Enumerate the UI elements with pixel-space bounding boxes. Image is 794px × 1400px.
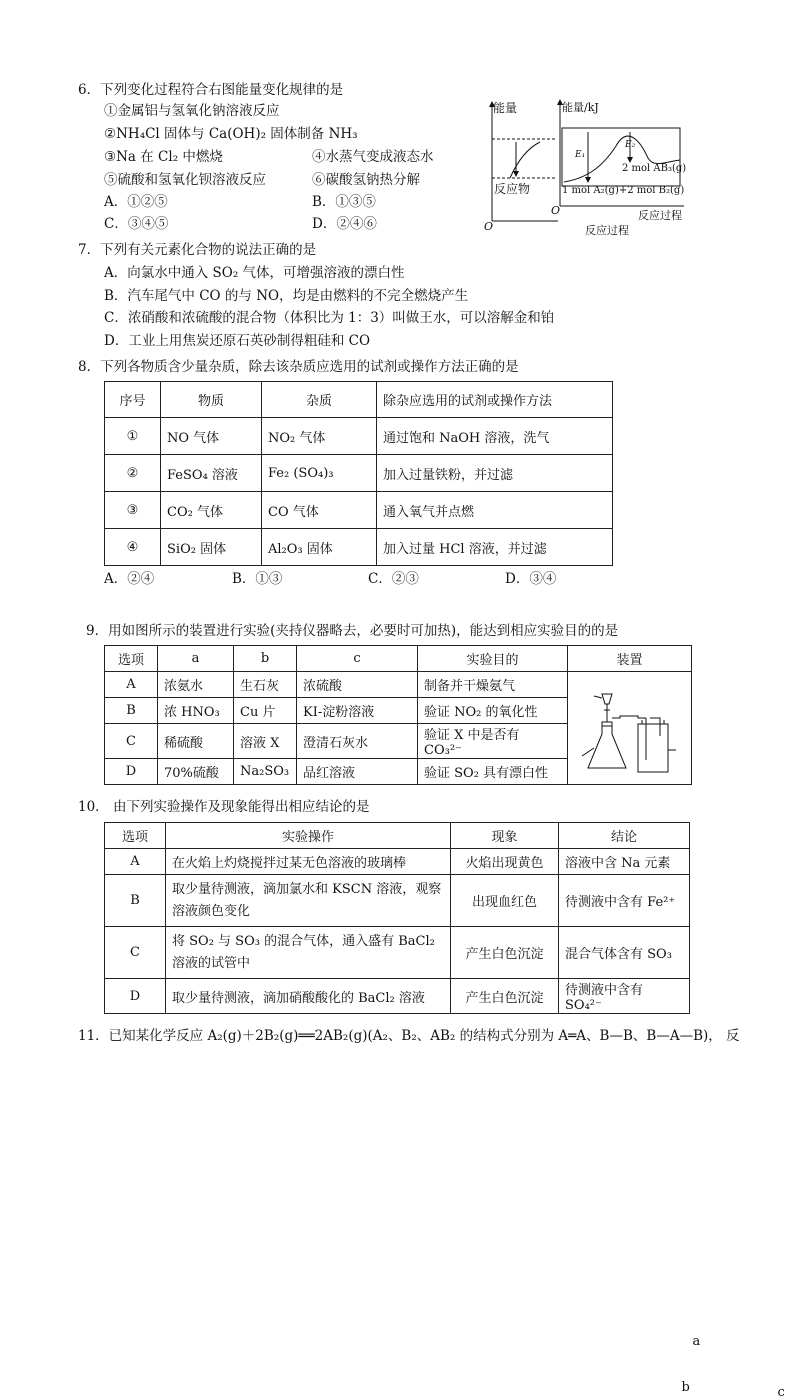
q6-item-3: ③Na 在 Cl₂ 中燃烧 [104,149,223,165]
q9-cell: 浓氨水 [158,672,234,698]
q9-cell: 制备并干燥氨气 [418,672,568,698]
graph2-reactant-label: 1 mol A₂(g)+2 mol B₂(g) [562,185,685,196]
graph2-e1: E₁ [575,150,586,160]
q10-cell: D [105,979,166,1014]
q8-cell: FeSO₄ 溶液 [161,455,262,492]
q8-cell: ① [105,418,161,455]
q9-cell: 验证 X 中是否有 CO₃²⁻ [418,724,568,759]
q10-cell: A [105,849,166,875]
q9-stem: 9．用如图所示的装置进行实验(夹持仪器略去，必要时可加热)，能达到相应实验目的的是 [86,623,619,639]
q9-cell: D [105,759,158,785]
q9-cell: 验证 NO₂ 的氧化性 [418,698,568,724]
q8-table [104,381,613,566]
q6-item-5: ⑤硫酸和氢氧化钡溶液反应 [104,172,266,188]
table-row [105,492,613,529]
q10-header: 结论 [559,823,690,849]
q9-header: b [234,646,297,672]
q9-cell: 品红溶液 [297,759,418,785]
q8-cell: Al₂O₃ 固体 [262,529,377,566]
q10-cell: 在火焰上灼烧搅拌过某无色溶液的玻璃棒 [166,849,451,875]
q9-cell: Na₂SO₃ [234,759,297,785]
q8-option-d: D．③④ [505,571,557,587]
q8-option-b: B．①③ [232,571,283,587]
q8-cell: ③ [105,492,161,529]
q8-cell: ④ [105,529,161,566]
graph2-origin: O [551,204,561,217]
q7-option-c: C．浓硝酸和浓硫酸的混合物（体积比为 1：3）叫做王水，可以溶解金和铂 [104,310,555,326]
q7-option-d: D．工业上用焦炭还原石英砂制得粗硅和 CO [104,333,371,349]
graph1-origin: O [484,220,494,233]
q8-cell: NO₂ 气体 [262,418,377,455]
q10-header: 现象 [451,823,559,849]
q9-header: 装置 [568,646,692,672]
table-row [105,849,690,875]
q9-cell: 浓 HNO₃ [158,698,234,724]
graph2-e2: E₂ [625,140,636,150]
q9-header: 实验目的 [418,646,568,672]
q8-header: 除杂应选用的试剂或操作方法 [377,382,613,418]
q10-header: 实验操作 [166,823,451,849]
q8-stem: 8．下列各物质含少量杂质，除去该杂质应选用的试剂或操作方法正确的是 [78,359,519,375]
q9-cell: 验证 SO₂ 具有漂白性 [418,759,568,785]
table-row [105,875,690,927]
q9-header: 选项 [105,646,158,672]
q9-cell: A [105,672,158,698]
q7-option-a: A．向氯水中通入 SO₂ 气体，可增强溶液的漂白性 [104,265,405,281]
q7-option-b: B．汽车尾气中 CO 的与 NO，均是由燃料的不完全燃烧产生 [104,288,469,304]
q9-cell: C [105,724,158,759]
q8-option-a: A．②④ [104,571,155,587]
q10-cell: C [105,927,166,979]
q8-cell: 加入过量铁粉，并过滤 [377,455,613,492]
table-row [105,455,613,492]
table-row [105,529,613,566]
q10-cell: 火焰出现黄色 [451,849,559,875]
graph1-xlabel: 反应过程 [585,224,629,237]
q8-cell: SiO₂ 固体 [161,529,262,566]
q10-cell: 待测液中含有 SO₄²⁻ [559,979,690,1014]
q9-cell: Cu 片 [234,698,297,724]
q8-cell: CO₂ 气体 [161,492,262,529]
q6-option-a: A．①②⑤ [104,194,168,210]
q9-cell: 溶液 X [234,724,297,759]
q9-cell: 浓硫酸 [297,672,418,698]
table-row [105,672,692,698]
q6-item-1: ①金属铝与氢氧化钠溶液反应 [104,103,280,119]
graph2-xlabel: 反应过程 [638,209,682,222]
q8-cell: NO 气体 [161,418,262,455]
q8-cell: 通入氧气并点燃 [377,492,613,529]
q10-cell: B [105,875,166,927]
table-row [105,927,690,979]
q10-header: 选项 [105,823,166,849]
q9-header: a [158,646,234,672]
q11-stem: 11．已知某化学反应 A₂(g)＋2B₂(g)══2AB₂(g)(A₂、B₂、AB₂ 的结构式分别为 A═A、B—B、B—A—B)， 反 [78,1028,740,1044]
q10-cell: 产生白色沉淀 [451,979,559,1014]
q6-option-b: B．①③⑤ [312,194,376,210]
q8-cell: CO 气体 [262,492,377,529]
q10-cell: 产生白色沉淀 [451,927,559,979]
q9-cell: B [105,698,158,724]
q9-cell: KI-淀粉溶液 [297,698,418,724]
q8-cell: ② [105,455,161,492]
table-row [105,418,613,455]
q8-cell: 加入过量 HCl 溶液，并过滤 [377,529,613,566]
q10-cell: 混合气体含有 SO₃ [559,927,690,979]
q6-item-2: ②NH₄Cl 固体与 Ca(OH)₂ 固体制备 NH₃ [104,126,358,142]
apparatus-label-b: b [681,1379,690,1395]
q6-item-4: ④水蒸气变成液态水 [312,149,434,165]
apparatus-label-a: a [692,1333,701,1349]
q10-cell: 取少量待测液，滴加硝酸酸化的 BaCl₂ 溶液 [166,979,451,1014]
q6-option-d: D．②④⑥ [312,216,377,232]
q8-cell: 通过饱和 NaOH 溶液，洗气 [377,418,613,455]
q10-cell: 溶液中含 Na 元素 [559,849,690,875]
q10-cell: 待测液中含有 Fe²⁺ [559,875,690,927]
q8-cell: Fe₂ (SO₄)₃ [262,455,377,492]
table-row [105,979,690,1014]
apparatus-diagram [568,674,690,778]
q8-header: 杂质 [262,382,377,418]
q9-cell: 澄清石灰水 [297,724,418,759]
q6-option-c: C．③④⑤ [104,216,169,232]
graph2-product-label: 2 mol AB₃(g) [622,163,687,174]
q8-header: 物质 [161,382,262,418]
q8-option-c: C．②③ [368,571,419,587]
graph2-ylabel: 能量/kJ [562,101,599,114]
q8-header: 序号 [105,382,161,418]
q9-header: c [297,646,418,672]
graph1-point-label: 反应物 [494,182,531,196]
q10-cell: 出现血红色 [451,875,559,927]
q6-item-6: ⑥碳酸氢钠热分解 [312,172,420,188]
q10-cell: 取少量待测液，滴加氯水和 KSCN 溶液，观察溶液颜色变化 [166,875,451,927]
q10-table [104,822,690,1014]
q9-cell: 稀硫酸 [158,724,234,759]
q9-cell: 生石灰 [234,672,297,698]
apparatus-label-c: c [777,1384,785,1400]
graph1-ylabel: 能量 [493,101,518,115]
q9-cell: 70%硫酸 [158,759,234,785]
q10-cell: 将 SO₂ 与 SO₃ 的混合气体，通入盛有 BaCl₂ 溶液的试管中 [166,927,451,979]
q10-stem: 10． 由下列实验操作及现象能得出相应结论的是 [78,799,370,815]
q6-stem: 6．下列变化过程符合右图能量变化规律的是 [78,82,344,98]
q7-stem: 7．下列有关元素化合物的说法正确的是 [78,242,317,258]
